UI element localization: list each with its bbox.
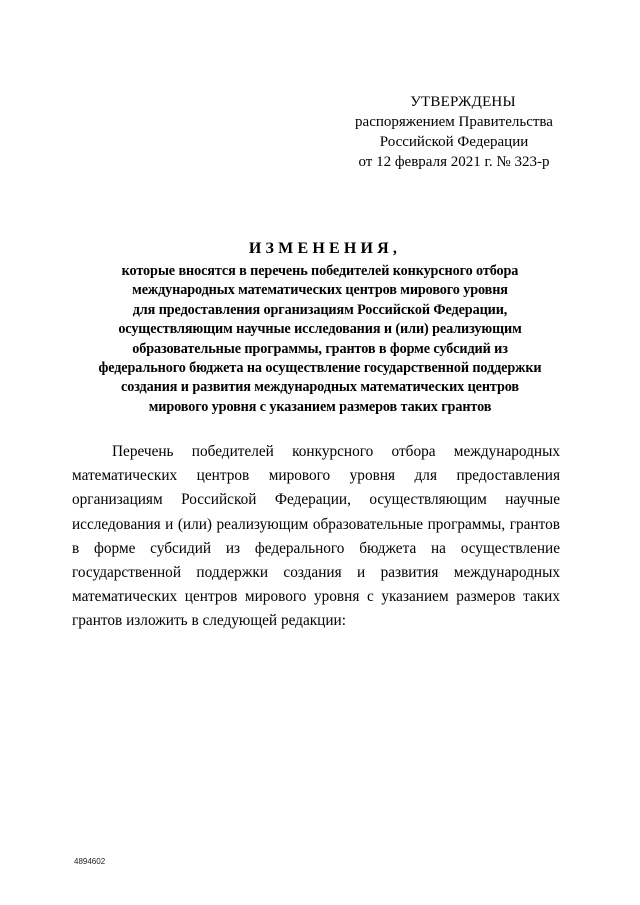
heading-line-4: осуществляющим научные исследования и (или) реализующим <box>118 321 522 338</box>
approval-title: УТВЕРЖДЕНЫ <box>410 94 516 110</box>
heading-line-1: которые вносятся в перечень победителей конкурсного отбора <box>121 263 519 279</box>
document-number: 4894602 <box>74 857 106 866</box>
heading-line-7: создания и развития международных математических центров <box>121 379 519 396</box>
approval-line-1: распоряжением Правительства <box>355 114 553 130</box>
body-line-6: государственной поддержки создания и развития международных <box>72 564 560 582</box>
body-line-2: математических центров мирового уровня для предоставления <box>72 467 560 485</box>
body-line-8: грантов изложить в следующей редакции: <box>72 612 346 630</box>
body-line-3: организациям Российской Федерации, осуществляющим научные <box>72 491 560 509</box>
heading-line-5: образовательные программы, грантов в форме субсидий из <box>132 340 508 357</box>
approval-line-2: Российской Федерации <box>379 134 529 150</box>
approval-line-3: от 12 февраля 2021 г. № 323-р <box>358 154 550 170</box>
document-heading <box>72 238 568 417</box>
heading-line-6: федерального бюджета на осуществление государственной поддержки <box>98 360 542 377</box>
heading-line-2: международных математических центров мирового уровня <box>132 282 508 299</box>
heading-line-3: для предоставления организациям Российской Федерации, <box>132 301 508 318</box>
heading-line-8: мирового уровня с указанием размеров таких грантов <box>148 398 492 415</box>
body-line-7: математических центров мирового уровня с указанием размеров таких <box>72 588 560 606</box>
body-paragraph <box>72 440 560 634</box>
approval-block <box>344 92 564 172</box>
body-line-5: в форме субсидий из федерального бюджета на осуществление <box>72 539 560 557</box>
heading-title: ИЗМЕНЕНИЯ, <box>248 240 402 257</box>
body-line-4: исследования и (или) реализующим образовательные программы, грантов <box>72 515 560 533</box>
body-line-1: Перечень победителей конкурсного отбора международных <box>112 443 560 460</box>
